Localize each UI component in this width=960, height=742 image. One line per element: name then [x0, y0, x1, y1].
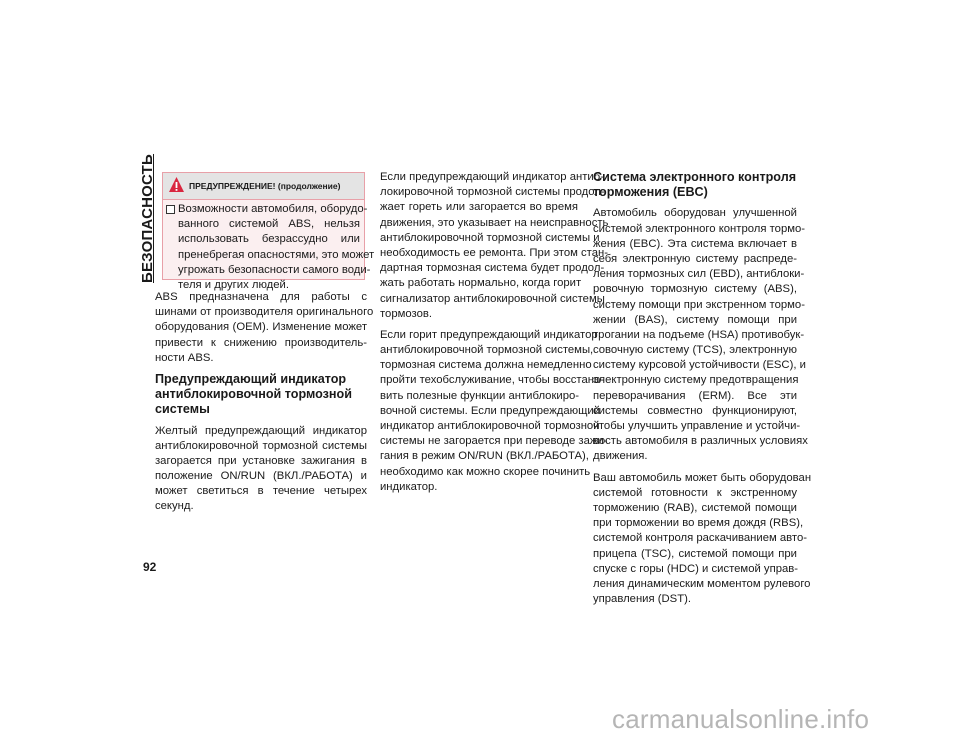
text-line: необходимо как можно скорее починить [380, 465, 591, 478]
page-number: 92 [143, 560, 157, 574]
text-line: электронную систему предотвращения [593, 374, 799, 387]
text-line: ABS предназначена для работы с [155, 291, 367, 303]
text-line: совочную систему (TCS), электронную [593, 344, 797, 357]
text-line: антиблокировочной тормозной [155, 387, 352, 402]
text-line: жает гореть или загорается во время [380, 201, 578, 214]
text-line: ления тормозных сил (EBD), антиблоки- [593, 268, 805, 281]
text-line: антиблокировочной тормозной системы, [380, 344, 594, 357]
text-line: необходимость ее ремонта. При этом стан- [380, 246, 609, 259]
text-line: систему курсовой устойчивости (ESC), и [593, 359, 806, 372]
column-right [593, 170, 812, 613]
paragraph [593, 471, 812, 608]
text-line: вочной системы. Если предупреждающий [380, 404, 601, 417]
text-line: Система электронного контроля [593, 170, 797, 184]
text-line: оборудования (OEM). Изменение может [155, 321, 367, 334]
text-line: систему помощи при экстренном тормо- [593, 298, 805, 311]
text-line: ления динамическим моментом рулевого [593, 577, 811, 590]
text-line: жения (EBC). Эта система включает в [593, 237, 797, 250]
text-line: шинами от производителя оригинального [155, 306, 374, 319]
text-line: угрожать безопасности самого води- [178, 263, 371, 276]
column-middle [380, 170, 609, 501]
text-line: прицепа (TSC), системой помощи при [593, 547, 797, 560]
text-line: системой электронного контроля тормо- [593, 222, 806, 235]
text-line: теля и других людей. [178, 278, 290, 291]
text-line: системы [155, 402, 210, 417]
text-line: движения, это указывает на неисправность [380, 216, 609, 229]
text-line: системы совместно функционируют, [593, 404, 797, 417]
text-line: Автомобиль оборудован улучшенной [593, 207, 797, 220]
text-line: системы не загорается при переводе зажи- [380, 435, 608, 448]
text-line: Ваш автомобиль может быть оборудован [593, 471, 812, 484]
text-line: вость автомобиля в различных условиях [593, 435, 808, 448]
text-line: Предупреждающий индикатор [155, 371, 347, 386]
watermark: carmanualsonline.info [612, 704, 870, 734]
warning-text [166, 202, 375, 293]
text-line: антиблокировочной тормозной системы [155, 439, 367, 452]
text-line: тормозов. [380, 307, 433, 320]
text-line: при торможении во время дождя (RBS), [593, 517, 804, 530]
text-line: торможения (EBC) [593, 185, 708, 200]
paragraph [155, 424, 367, 515]
warning-box [162, 172, 375, 291]
text-line: загорается при установке зажигания в [155, 454, 367, 467]
paragraph [155, 290, 374, 366]
text-line: может светиться в течение четырех [155, 485, 367, 498]
text-line: сигнализатор антиблокировочной системы [380, 292, 605, 305]
text-line: трогании на подъеме (HSA) противобук- [593, 328, 805, 341]
text-line: системой готовности к экстренному [593, 486, 797, 499]
text-line: секунд. [155, 500, 194, 513]
text-line: индикатор. [380, 480, 438, 493]
text-line: ванного системой ABS, нельзя [178, 218, 360, 231]
text-line: торможению (RAB), системой помощи [593, 501, 797, 514]
text-line: тормозная система должна немедленно [380, 359, 592, 372]
column-left [155, 290, 374, 521]
text-line: управления (DST). [593, 593, 692, 606]
text-line: Если предупреждающий индикатор антиб- [380, 171, 604, 183]
paragraph [380, 170, 609, 322]
text-line: индикатор антиблокировочной тормозной [380, 420, 600, 432]
text-line: пренебрегая опасностями, это может [178, 248, 375, 261]
warning-title: ПРЕДУПРЕЖДЕНИЕ! (продолжение) [189, 181, 341, 191]
text-line: ровочную тормозную систему (ABS), [593, 283, 797, 296]
text-line: использовать безрассудно или [178, 233, 360, 246]
section-heading [155, 372, 367, 418]
text-line: спуске с горы (HDC) и системой управ- [593, 562, 799, 575]
text-line: себя электронную систему распреде- [593, 252, 797, 265]
text-line: положение ON/RUN (ВКЛ./РАБОТА) и [155, 470, 367, 483]
paragraph [380, 328, 608, 495]
paragraph [593, 206, 808, 464]
text-line: чтобы улучшить управление и устойчи- [593, 420, 801, 432]
warning-header [163, 173, 364, 200]
text-line: пройти техобслуживание, чтобы восстано- [380, 374, 605, 387]
text-line: дартная тормозная система будет продол- [380, 262, 605, 275]
text-line: системой контроля раскачиванием авто- [593, 532, 808, 545]
text-line: переворачивания (ERM). Все эти [593, 389, 797, 402]
text-line: локировочной тормозной системы продол- [380, 186, 605, 199]
text-line: жении (BAS), систему помощи при [593, 313, 797, 326]
text-line: ности ABS. [155, 351, 214, 364]
text-line: вить полезные функции антиблокиро- [380, 389, 580, 402]
section-tab: БЕЗОПАСНОСТЬ [139, 153, 156, 283]
text-line: Если горит предупреждающий индикатор [380, 328, 598, 341]
warning-triangle-icon [168, 176, 185, 193]
text-line: гания в режим ON/RUN (ВКЛ./РАБОТА), [380, 450, 589, 463]
text-line: антиблокировочной тормозной системы и [380, 231, 600, 244]
text-line: Возможности автомобиля, оборудо- [178, 203, 368, 215]
text-line: движения. [593, 450, 648, 463]
text-line: Желтый предупреждающий индикатор [155, 424, 367, 437]
text-line: жать работать нормально, когда горит [380, 277, 582, 290]
text-line: привести к снижению производитель- [155, 336, 367, 349]
checkbox-bullet-icon [166, 205, 175, 214]
section-heading [593, 170, 797, 200]
